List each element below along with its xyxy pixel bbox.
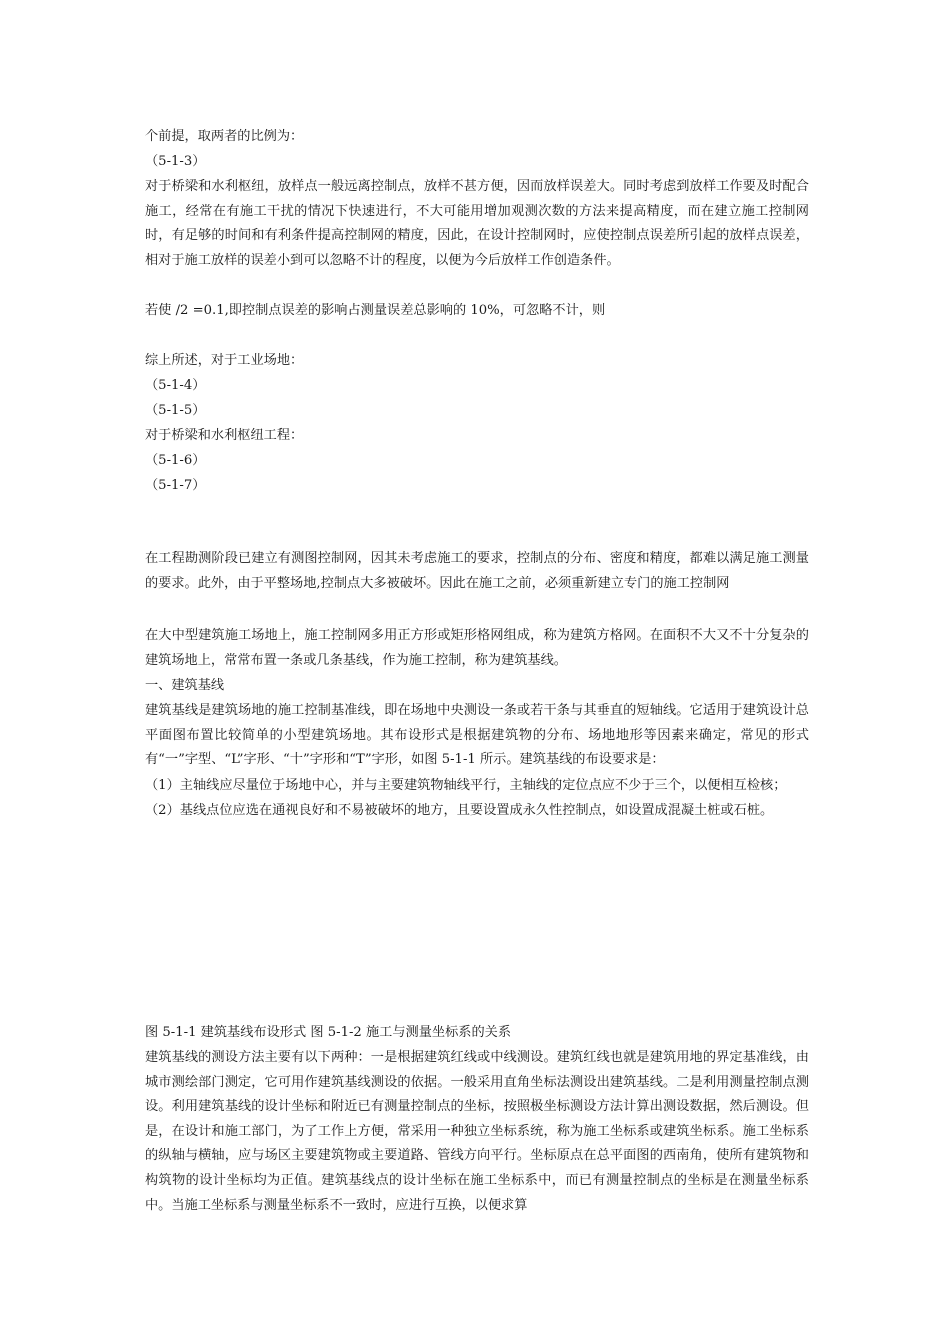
text-line: 若使 /2 =0.1,即控制点误差的影响占测量误差总影响的 10%，可忽略不计，则 (145, 303, 606, 318)
list-item: （2）基线点位应选在通视良好和不易被破坏的地方，且要设置成永久性控制点，如设置成混凝土桩或石桩。 (145, 803, 774, 818)
paragraph: 在工程勘测阶段已建立有测图控制网，因其未考虑施工的要求，控制点的分布、密度和精度，都难以满足施工测量的要求。此外，由于平整场地,控制点大多被破坏。因此在施工之前，必须重新建立专门的施工控制网 (145, 551, 809, 591)
text-line: 个前提，取两者的比例为： (145, 129, 304, 144)
list-item: （1）主轴线应尽量位于场地中心，并与主要建筑物轴线平行，主轴线的定位点应不少于三个，以便相互检核； (145, 778, 787, 793)
equation-number: （5-1-4） (145, 378, 206, 393)
equation-number: （5-1-6） (145, 453, 206, 468)
section-heading: 一、建筑基线 (145, 678, 225, 693)
text-line: 综上所述，对于工业场地： (145, 353, 304, 368)
equation-number: （5-1-5） (145, 403, 206, 418)
paragraph: 建筑基线是建筑场地的施工控制基准线，即在场地中央测设一条或若干条与其垂直的短轴线。它适用于建筑设计总平面图布置比较简单的小型建筑场地。其布设形式是根据建筑物的分布、场地地形等因素来确定，常见的形式有“一”字型、“L”字形、“十”字形和“T”字形，如图 5-1-1 所示。建筑基线的布设要求是： (145, 703, 809, 768)
text-line: 对于桥梁和水利枢纽工程： (145, 428, 304, 443)
paragraph: 对于桥梁和水利枢纽，放样点一般远离控制点，放样不甚方便，因而放样误差大。同时考虑到放样工作要及时配合施工，经常在有施工干扰的情况下快速进行，不大可能用增加观测次数的方法来提高精度，而在建立施工控制网时，有足够的时间和有利条件提高控制网的精度，因此，在设计控制网时，应使控制点误差所引起的放样点误差，相对于施工放样的误差小到可以忽略不计的程度，以便为今后放样工作创造条件。 (145, 179, 809, 268)
paragraph: 在大中型建筑施工场地上，施工控制网多用正方形或矩形格网组成，称为建筑方格网。在面积不大又不十分复杂的建筑场地上，常常布置一条或几条基线，作为施工控制，称为建筑基线。 (145, 628, 809, 668)
paragraph: 建筑基线的测设方法主要有以下两种：一是根据建筑红线或中线测设。建筑红线也就是建筑用地的界定基准线，由城市测绘部门测定，它可用作建筑基线测设的依据。一般采用直角坐标法测设出建筑基线。二是利用测量控制点测设。利用建筑基线的设计坐标和附近已有测量控制点的坐标，按照极坐标测设方法计算出测设数据，然后测设。但是，在设计和施工部门，为了工作上方便，常采用一种独立坐标系统，称为施工坐标系或建筑坐标系。施工坐标系的纵轴与横轴，应与场区主要建筑物或主要道路、管线方向平行。坐标原点在总平面图的西南角，使所有建筑物和构筑物的设计坐标均为正值。建筑基线点的设计坐标在施工坐标系中，而已有测量控制点的坐标是在测量坐标系中。当施工坐标系与测量坐标系不一致时，应进行互换，以便求算 (145, 1050, 809, 1213)
equation-number: （5-1-3） (145, 154, 206, 169)
document-page (145, 0, 817, 1344)
equation-number: （5-1-7） (145, 478, 206, 493)
figure-caption: 图 5-1-1 建筑基线布设形式 图 5-1-2 施工与测量坐标系的关系 (145, 1025, 512, 1040)
